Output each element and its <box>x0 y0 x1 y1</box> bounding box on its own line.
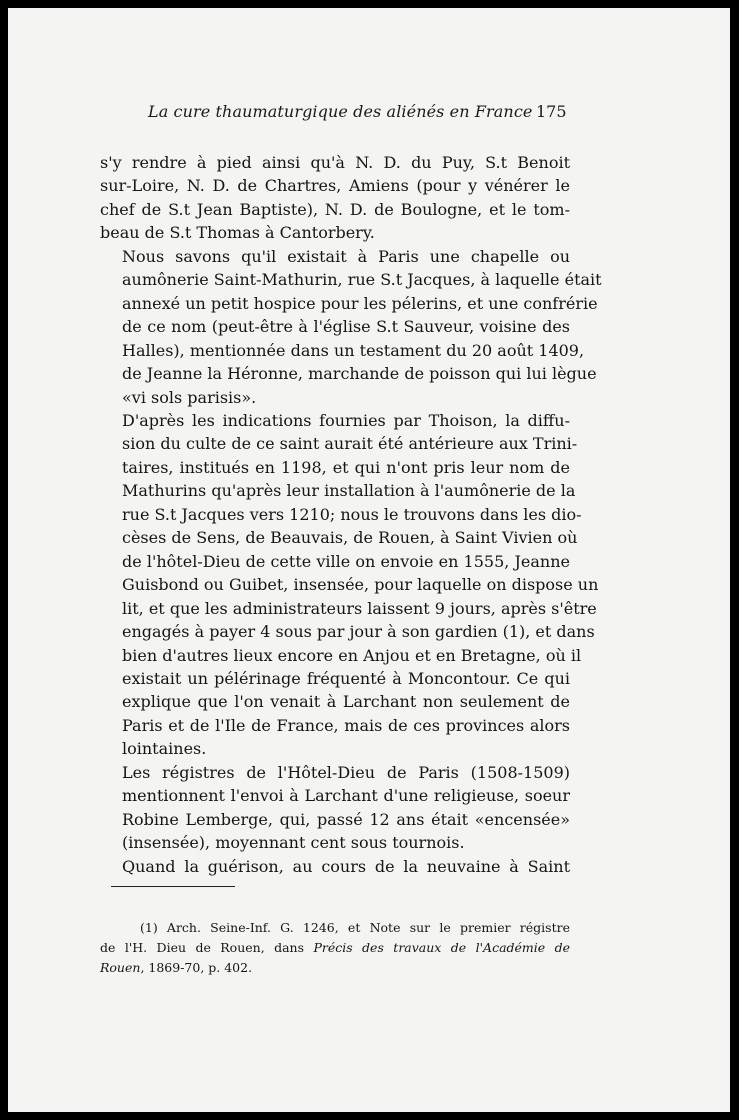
text-line: beau de S.t Thomas à Cantorbery. <box>100 223 375 243</box>
text-line: D'après les indications fournies par Thoison, la diffu- <box>122 410 570 430</box>
footnote-journal-place: Rouen <box>100 960 141 975</box>
text-line: lointaines. <box>122 739 207 759</box>
body-text <box>100 151 602 878</box>
text-line: taires, institués en 1198, et qui n'ont pris leur nom de <box>122 457 570 477</box>
text-line: de Jeanne la Héronne, marchande de poisson qui lui lègue <box>122 364 597 384</box>
running-head <box>8 102 730 126</box>
text-line: «vi sols parisis». <box>122 387 257 407</box>
text-line: cèses de Sens, de Beauvais, de Rouen, à Saint Vivien où <box>122 528 578 548</box>
text-line: mentionnent l'envoi à Larchant d'une religieuse, soeur <box>122 786 570 806</box>
text-line: sion du culte de ce saint aurait été antérieure aux Trini- <box>122 434 578 454</box>
text-line: bien d'autres lieux encore en Anjou et en Bretagne, où il <box>122 645 582 665</box>
text-line: Quand la guérison, au cours de la neuvaine à Saint <box>122 856 570 876</box>
book-page <box>8 8 730 1112</box>
text-line: Halles), mentionnée dans un testament du 20 août 1409, <box>122 340 585 360</box>
page-number: 175 <box>536 102 567 121</box>
text-line: Les régistres de l'Hôtel-Dieu de Paris (1508-1509) <box>122 762 570 782</box>
text-line: annexé un petit hospice pour les pélerins, et une confrérie <box>122 293 598 313</box>
running-title: La cure thaumaturgique des aliénés en France <box>148 102 533 121</box>
text-line: engagés à payer 4 sous par jour à son gardien (1), et dans <box>122 622 595 642</box>
footnote-line <box>100 938 570 958</box>
paragraph-4 <box>100 761 570 855</box>
text-line: rue S.t Jacques vers 1210; nous le trouvons dans les dio- <box>122 504 582 524</box>
text-line: de ce nom (peut-être à l'église S.t Sauveur, voisine des <box>122 317 570 337</box>
text-line: aumônerie Saint-Mathurin, rue S.t Jacques, à laquelle était <box>122 270 602 290</box>
footnote-rule <box>111 886 235 887</box>
footnote-journal-title: Précis des travaux de l'Académie de <box>313 940 570 955</box>
paragraph-1 <box>100 151 570 245</box>
text-line: lit, et que les administrateurs laissent 9 jours, après s'être <box>122 598 597 618</box>
text-line: existait un pélérinage fréquenté à Moncontour. Ce qui <box>122 668 570 688</box>
text-line: Nous savons qu'il existait à Paris une chapelle ou <box>122 246 570 266</box>
text-line: Mathurins qu'après leur installation à l'aumônerie de la <box>122 481 576 501</box>
text-line: sur-Loire, N. D. de Chartres, Amiens (pour y vénérer le <box>100 176 570 196</box>
text-line: Guisbond ou Guibet, insensée, pour laquelle on dispose un <box>122 575 599 595</box>
text-line: explique que l'on venait à Larchant non seulement de <box>122 692 570 712</box>
text-line: s'y rendre à pied ainsi qu'à N. D. du Puy, S.t Benoit <box>100 153 570 172</box>
footnote-line: (1) Arch. Seine-Inf. G. 1246, et Note sur le premier régistre <box>140 920 570 935</box>
footnote-text: , 1869-70, p. 402. <box>140 960 253 975</box>
footnote-text: de l'H. Dieu de Rouen, dans <box>100 940 314 955</box>
text-line: chef de S.t Jean Baptiste), N. D. de Boulogne, et le tom- <box>100 199 570 219</box>
paragraph-2 <box>100 245 602 409</box>
text-line: Robine Lemberge, qui, passé 12 ans était «encensée» <box>122 809 570 829</box>
footnote <box>100 918 570 978</box>
text-line: (insensée), moyennant cent sous tournois. <box>122 833 465 853</box>
paragraph-3 <box>100 409 599 761</box>
text-line: Paris et de l'Ile de France, mais de ces provinces alors <box>122 715 570 735</box>
text-line: de l'hôtel-Dieu de cette ville on envoie en 1555, Jeanne <box>122 551 570 571</box>
footnote-line <box>100 958 570 978</box>
paragraph-5 <box>100 855 570 878</box>
